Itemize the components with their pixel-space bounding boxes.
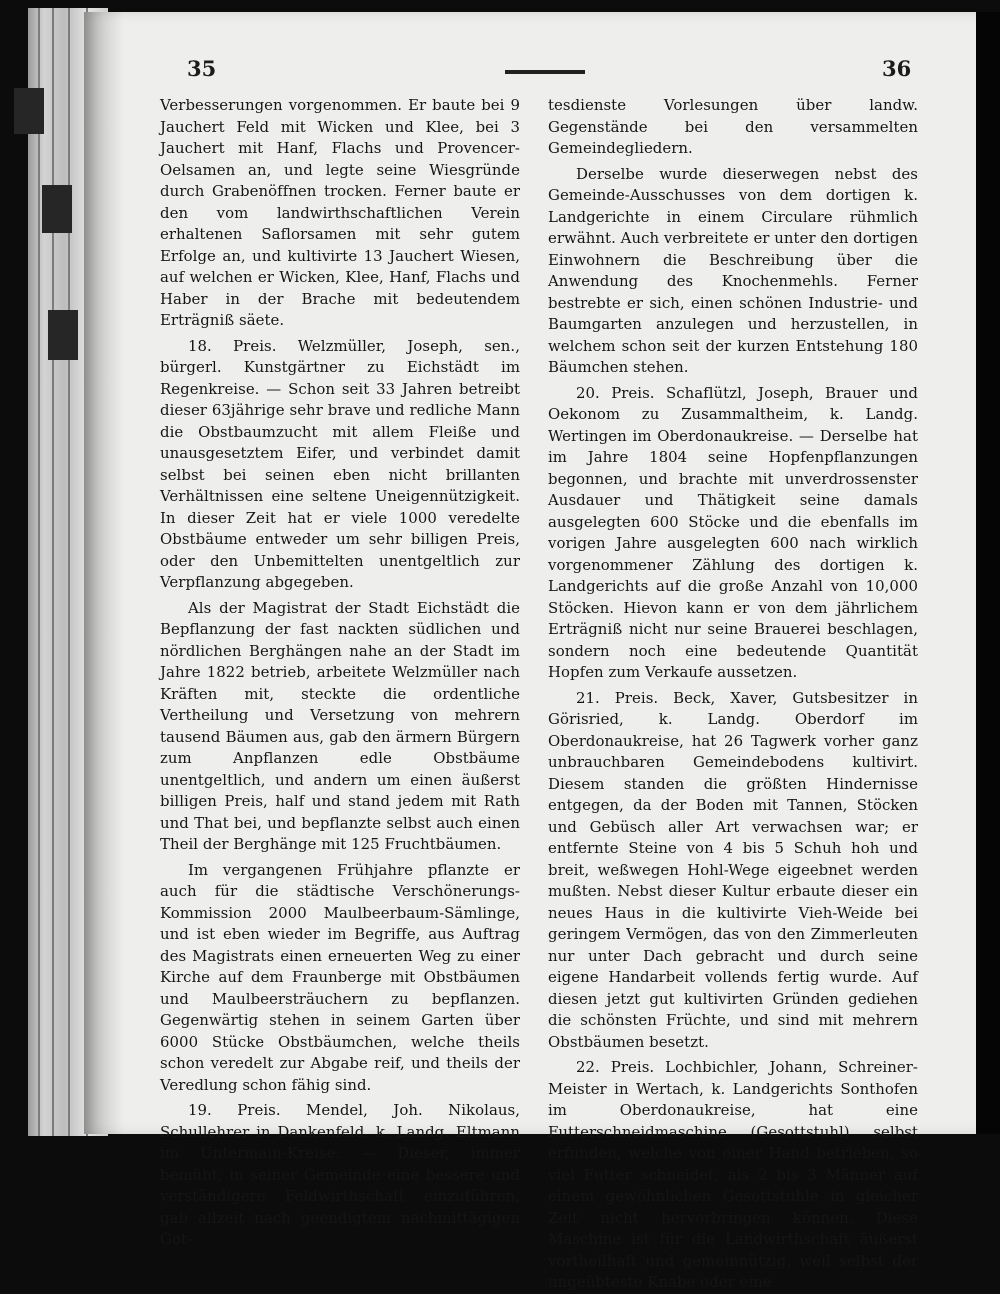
page-number-left: 35 (187, 56, 217, 81)
page-tab-marker (14, 88, 44, 134)
paragraph: 20. Preis. Schaflützl, Joseph, Brauer und Oekonom zu Zusammaltheim, k. Landg. Wertingen im Oberdonaukreise. — Derselbe hat im Jahre 1804 seine Hopfenpflanzungen begonnen, und brachte mit unverdrossenster Ausdauer und Thätigkeit seine damals ausgelegten 600 Stöcke und die ebenfalls im vorigen Jahre ausgelegten 600 nach wirklich vorgenommener Zählung des dortigen k. Landgerichts auf die große Anzahl von 10,000 Stöcken. Hievon kann er von dem jährlichem Erträgniß nicht nur seine Brauerei beschlagen, sondern noch eine bedeutende Quantität Hopfen zum Verkaufe aussetzen. (548, 383, 918, 681)
page-tab-marker (48, 310, 78, 360)
header-rule (505, 70, 585, 74)
page-tab-marker (42, 185, 72, 233)
paragraph: 22. Preis. Lochbichler, Johann, Schreiner-Meister in Wertach, k. Landgerichts Sonthofen im Oberdonaukreise, hat eine Futterschneidmaschine (Gesottstuhl) selbst erfunden, welche von einer Hand betrieben, so viel Futter schneidet, als 2 bis 3 Männer auf einem gewöhnlichen Gesottstuhle in gleicher Zeit nicht hervorbringen können. Diese Maschine ist für die Landwirthschaft äußerst vortheilhaft und gemeinnützig, weil selbst der ungeübteste Knabe oder eine (548, 1058, 918, 1291)
paragraph: 21. Preis. Beck, Xaver, Gutsbesitzer in Görisried, k. Landg. Oberdorf im Oberdonaukreise, hat 26 Tagwerk vorher ganz unbrauchbaren Gemeindebodens kultivirt. Diesem standen die größten Hindernisse entgegen, da der Boden mit Tannen, Stöcken und Gebüsch aller Art verwachsen war; er entfernte Steine von 4 bis 5 Schuh hoh und breit, weßwegen Hohl-Wege eigeebnet werden mußten. Nebst dieser Kultur erbaute dieser ein neues Haus in die kultivirte Vieh-Weide bei geringem Vermögen, das von den Zimmerleuten nur unter Dach gebracht und durch seine eigene Handarbeit vollends fertig wurde. Auf diesen jetzt gut kultivirten Gründen gediehen die schönsten Früchte, und sind mit mehrern Obstbäumen besetzt. (548, 688, 918, 1051)
right-text-column (548, 95, 918, 1294)
paragraph: Verbesserungen vorgenommen. Er baute bei 9 Jauchert Feld mit Wicken und Klee, bei 3 Jauchert mit Hanf, Flachs und Provencer-Oelsamen an, und legte seine Wiesgründe durch Grabenöffnen trocken. Ferner baute er den vom landwirthschaftlichen Verein erhaltenen Saflorsamen mit sehr gutem Erfolge an, und kultivirte 13 Jauchert Wiesen, auf welchen er Wicken, Klee, Hanf, Flachs und Haber in der Brache mit bedeutendem Erträgniß säete. (160, 96, 520, 329)
page-number-right: 36 (882, 56, 912, 81)
paragraph: Im vergangenen Frühjahre pflanzte er auch für die städtische Verschönerungs-Kommission 2000 Maulbeerbaum-Sämlinge, und ist eben wieder im Begriffe, aus Auftrag des Magistrats einen erneuerten Weg zu einer Kirche auf dem Fraunberge mit Obstbäumen und Maulbeersträuchern zu bepflanzen. Gegenwärtig stehen in seinem Garten über 6000 Stücke Obstbäumchen, welche theils schon veredelt zur Abgabe reif, und theils der Veredlung schon fähig sind. (160, 860, 520, 1094)
left-text-column (160, 95, 520, 1251)
paragraph: Als der Magistrat der Stadt Eichstädt die Bepflanzung der fast nackten südlichen und nördlichen Berghängen nahe an der Stadt im Jahre 1822 betrieb, arbeitete Welzmüller nach Kräften mit, steckte die ordentliche Vertheilung und Versetzung von mehrern tausend Bäumen aus, gab den ärmern Bürgern zum Anpflanzen edle Obstbäume unentgeltlich, und andern um einen äußerst billigen Preis, half und stand jedem mit Rath und That bei, und bepflanzte selbst auch einen Theil der Berghänge mit 125 Fruchtbäumen. (160, 598, 520, 853)
paragraph: 19. Preis. Mendel, Joh. Nikolaus, Schullehrer in Dankenfeld, k. Landg. Eltmann im Untermain-Kreise. — Dieser, immer bemüht, in seiner Gemeinde eine bessere und verständigere Feldwirthschaft einzuführen, gab allzeit nach geendigtem nachmittägigen Got- (160, 1101, 520, 1248)
paragraph: tesdienste Vorlesungen über landw. Gegenstände bei den versammelten Gemeindegliedern. (548, 96, 918, 157)
paragraph: 18. Preis. Welzmüller, Joseph, sen., bürgerl. Kunstgärtner zu Eichstädt im Regenkreise. — Schon seit 33 Jahren betreibt dieser 63jährige sehr brave und redliche Mann die Obstbaumzucht mit allem Fleiße und unausgesetztem Eifer, und verbindet damit selbst bei seinen eben nicht brillanten Verhältnissen eine seltene Uneigennützigkeit. In dieser Zeit hat er viele 1000 veredelte Obstbäume entweder um sehr billigen Preis, oder den Unbemittelten unentgeltlich zur Verpflanzung abgegeben. (160, 336, 520, 591)
scan-border (976, 12, 1000, 1134)
paragraph: Derselbe wurde dieserwegen nebst des Gemeinde-Ausschusses von dem dortigen k. Landgerichte in einem Circulare rühmlich erwähnt. Auch verbreitete er unter den dortigen Einwohnern die Beschreibung über die Anwendung des Knochenmehls. Ferner bestrebte er sich, einen schönen Industrie- und Baumgarten anzulegen und herzustellen, in welchem schon seit der kurzen Entstehung 180 Bäumchen stehen. (548, 164, 918, 376)
gutter-shadow (84, 12, 124, 1134)
